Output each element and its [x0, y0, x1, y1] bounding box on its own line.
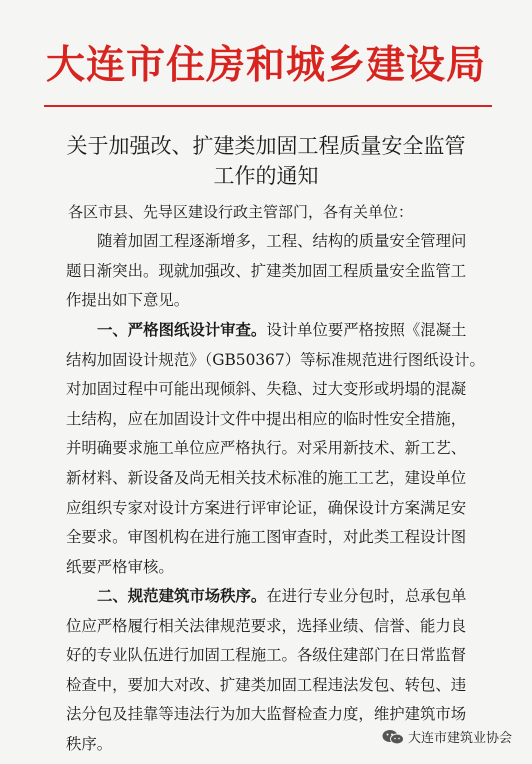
text-line: 检查中，要加大对改、扩建类加固工程违法发包、转包、违 — [66, 675, 467, 694]
section-1-heading: 一、严格图纸设计审查。 — [97, 321, 267, 339]
section-2-first-line — [66, 582, 491, 612]
text-line: 并明确要求施工单位应严格执行。对采用新技术、新工艺、 — [66, 439, 467, 458]
section-2-heading: 二、规范建筑市场秩序。 — [97, 587, 267, 605]
account-watermark — [382, 727, 512, 746]
section-1 — [66, 316, 491, 582]
issuing-authority-header: 大连市住房和城乡建设局 — [45, 43, 486, 88]
red-divider — [44, 105, 492, 107]
text-span: 设计单位要严格按照《混凝土 — [266, 321, 467, 339]
text-line: 全要求。审图机构在进行施工图审查时，对此类工程设计图 — [66, 528, 467, 547]
text-line: 位应严格履行相关法律规范要求，选择业绩、信誉、能力良 — [66, 616, 467, 635]
wechat-icon — [382, 729, 404, 745]
text-line: 对加固过程中可能出现倾斜、失稳、过大变形或坍塌的混凝 — [66, 380, 467, 399]
text-line: 应组织专家对设计方案进行评审论证，确保设计方案满足安 — [66, 498, 467, 517]
text-line: 法分包及挂靠等违法行为加大监督检查力度，维护建筑市场 — [66, 705, 467, 724]
text-line: 结构加固设计规范》（GB50367）等标准规范进行图纸设计。 — [66, 350, 485, 369]
text-line: 新材料、新设备及尚无相关技术标准的施工工艺，建设单位 — [66, 468, 467, 487]
addressee: 各区市县、先导区建设行政主管部门，各有关单位： — [68, 203, 414, 221]
text-line: 随着加固工程逐渐增多，工程、结构的质量安全管理问 — [97, 232, 467, 250]
text-line: 题日渐突出。现就加强改、扩建类加固工程质量安全监管工 — [66, 261, 467, 280]
notice-title — [50, 131, 482, 191]
text-span: 在进行专业分包时，总承包单 — [266, 587, 467, 605]
title-line-2: 工作的通知 — [213, 164, 319, 188]
intro-paragraph — [66, 227, 491, 316]
text-line: 土结构，应在加固设计文件中提出相应的临时性安全措施， — [66, 409, 467, 428]
watermark-text: 大连市建筑业协会 — [407, 731, 512, 746]
text-line: 秩序。 — [66, 734, 113, 753]
section-1-first-line — [66, 316, 491, 346]
text-line: 纸要严格审核。 — [66, 557, 174, 576]
title-line-1: 关于加强改、扩建类加固工程质量安全监管 — [66, 134, 466, 158]
text-line: 作提出如下意见。 — [66, 291, 190, 310]
text-line: 好的专业队伍进行加固工程施工。各级住建部门在日常监督 — [66, 646, 467, 665]
